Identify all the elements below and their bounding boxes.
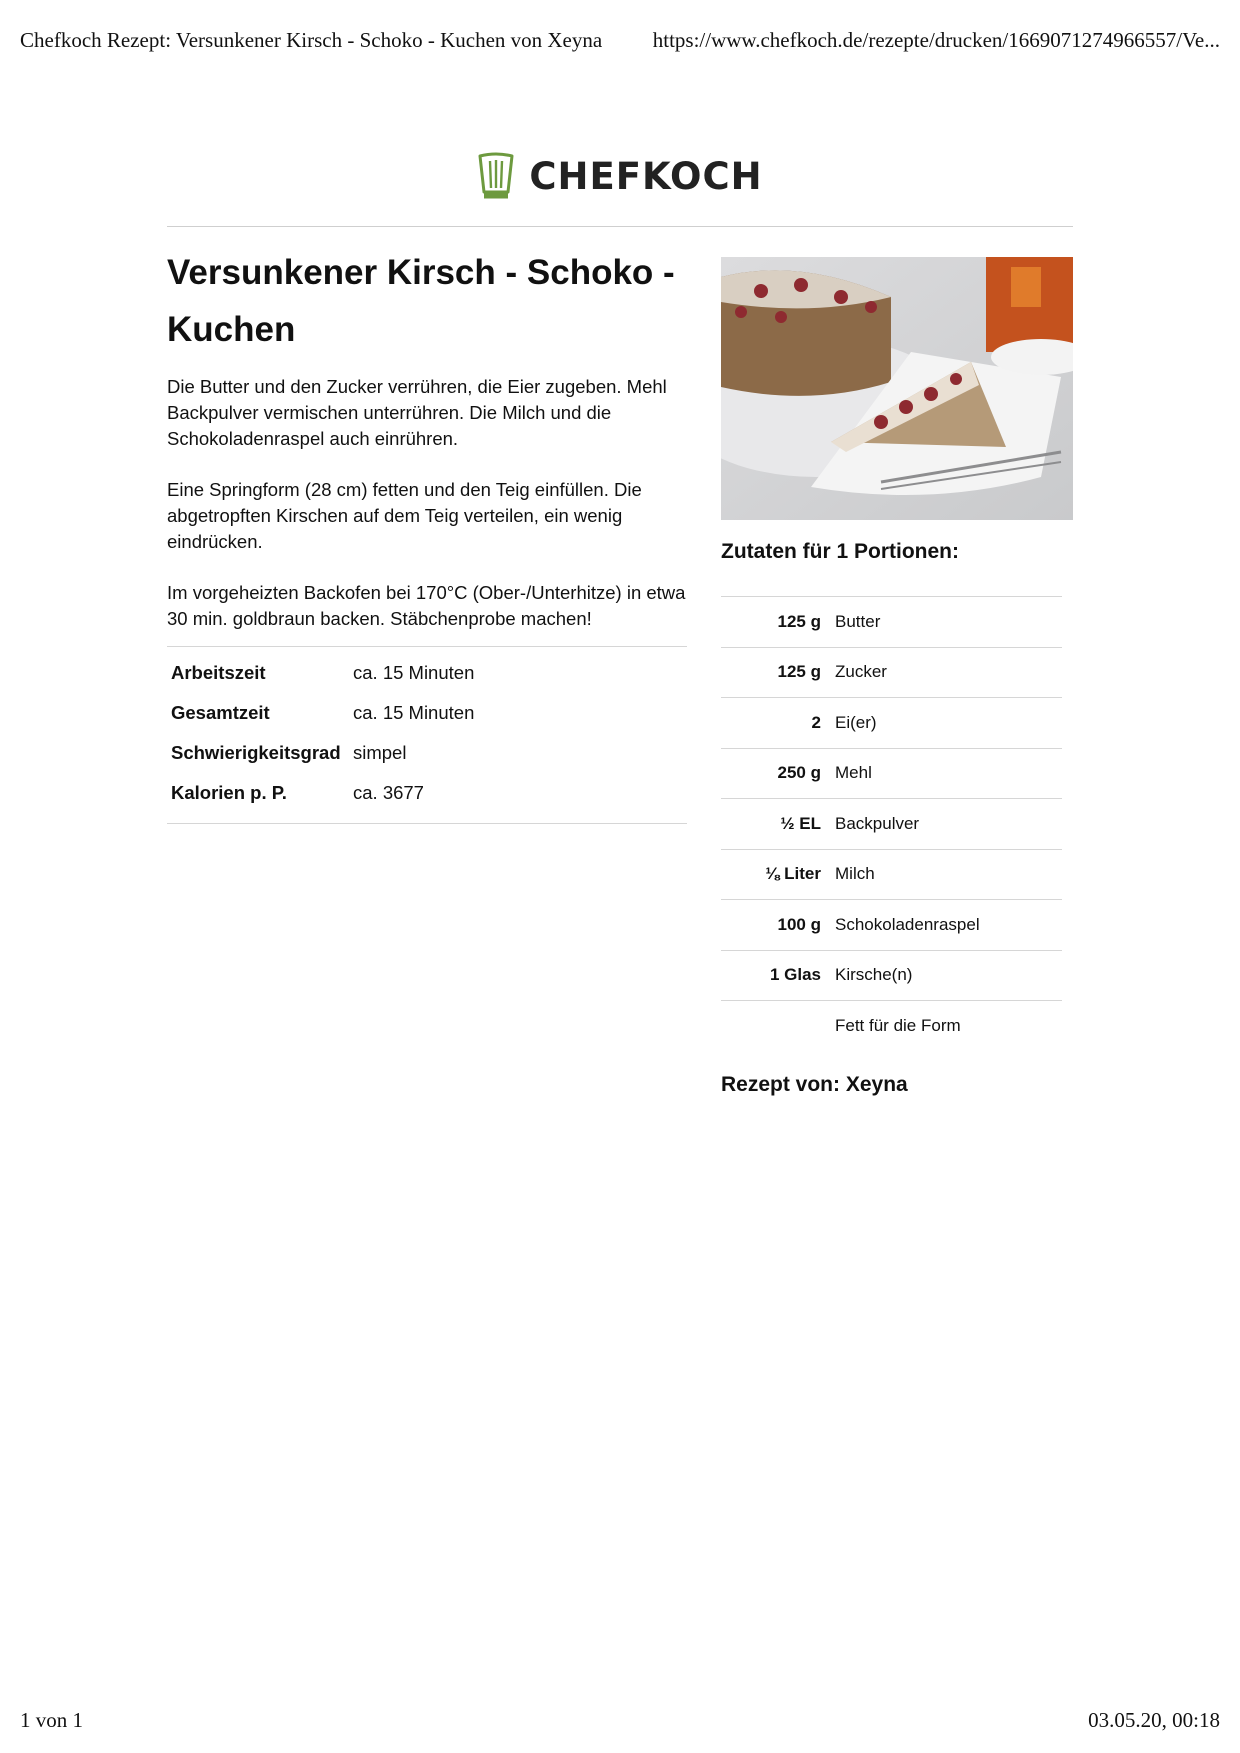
ingredient-amount: 125 g — [777, 662, 821, 682]
ingredient-amount: 2 — [811, 712, 821, 732]
ingredient-name: Kirsche(n) — [835, 965, 913, 985]
header-divider — [167, 226, 1073, 227]
print-footer — [20, 1708, 1220, 1738]
ingredient-name: Ei(er) — [835, 712, 877, 732]
print-header — [20, 28, 1220, 58]
info-row — [167, 741, 474, 781]
info-label: Kalorien p. P. — [171, 782, 287, 803]
recipe-step: Die Butter und den Zucker verrühren, die Eier zugeben. Mehl Backpulver vermischen unterrühren. Die Milch und die Schokoladenraspel auch einrühren. — [167, 376, 667, 449]
chefkoch-logo[interactable] — [0, 150, 1240, 202]
info-row — [167, 781, 474, 809]
page-number: 1 von 1 — [20, 1708, 83, 1732]
ingredient-name: Fett für die Form — [835, 1015, 961, 1035]
info-row — [167, 701, 474, 741]
ingredient-name: Mehl — [835, 763, 872, 783]
info-value: ca. 15 Minuten — [353, 702, 475, 723]
info-label: Gesamtzeit — [171, 702, 270, 723]
ingredients-table — [721, 596, 1062, 1051]
info-row — [167, 661, 474, 701]
ingredient-name: Butter — [835, 611, 881, 631]
info-value: ca. 3677 — [353, 782, 424, 803]
print-datetime: 03.05.20, 00:18 — [1088, 1708, 1220, 1732]
ingredient-row — [721, 648, 1062, 699]
ingredient-row — [721, 799, 1062, 850]
info-value: simpel — [353, 742, 407, 763]
ingredient-name: Milch — [835, 864, 875, 884]
logo-wordmark: CHEFKOCH — [529, 154, 763, 198]
recipe-author: Rezept von: Xeyna — [721, 1072, 908, 1096]
ingredient-name: Backpulver — [835, 813, 920, 833]
info-label: Arbeitszeit — [171, 662, 266, 683]
ingredient-amount: 100 g — [777, 914, 821, 934]
ingredient-amount: ½ EL — [780, 813, 821, 833]
ingredient-row — [721, 698, 1062, 749]
recipe-main — [167, 244, 687, 824]
recipe-title: Versunkener Kirsch - Schoko - Kuchen — [167, 253, 675, 349]
ingredient-row — [721, 597, 1062, 648]
recipe-step: Im vorgeheizten Backofen bei 170°C (Ober-/Unterhitze) in etwa 30 min. goldbraun backen. Stäbchenprobe machen! — [167, 582, 686, 629]
ingredient-row — [721, 1001, 1062, 1051]
info-label: Schwierigkeitsgrad — [171, 742, 341, 763]
print-header-url: https://www.chefkoch.de/rezepte/drucken/1669071274966557/Ve... — [652, 28, 1220, 52]
ingredient-name: Zucker — [835, 662, 887, 682]
ingredient-row — [721, 850, 1062, 901]
recipe-sidebar — [721, 257, 1073, 1097]
info-value: ca. 15 Minuten — [353, 662, 475, 683]
ingredient-row — [721, 900, 1062, 951]
ingredient-amount: ⅛ Liter — [765, 864, 821, 884]
ingredient-amount: 250 g — [777, 763, 821, 783]
recipe-steps — [167, 374, 687, 632]
ingredient-row — [721, 951, 1062, 1002]
print-header-title: Chefkoch Rezept: Versunkener Kirsch - Schoko - Kuchen von Xeyna — [20, 28, 603, 52]
ingredient-amount: 1 Glas — [769, 965, 821, 985]
chef-hat-icon — [477, 152, 515, 200]
ingredients-title: Zutaten für 1 Portionen: — [721, 540, 959, 563]
recipe-photo — [721, 257, 1073, 520]
ingredient-row — [721, 749, 1062, 800]
recipe-info-table — [167, 646, 687, 824]
ingredient-name: Schokoladenraspel — [835, 914, 980, 934]
recipe-step: Eine Springform (28 cm) fetten und den Teig einfüllen. Die abgetropften Kirschen auf dem Teig verteilen, ein wenig eindrücken. — [167, 479, 642, 552]
ingredient-amount: 125 g — [777, 611, 821, 631]
